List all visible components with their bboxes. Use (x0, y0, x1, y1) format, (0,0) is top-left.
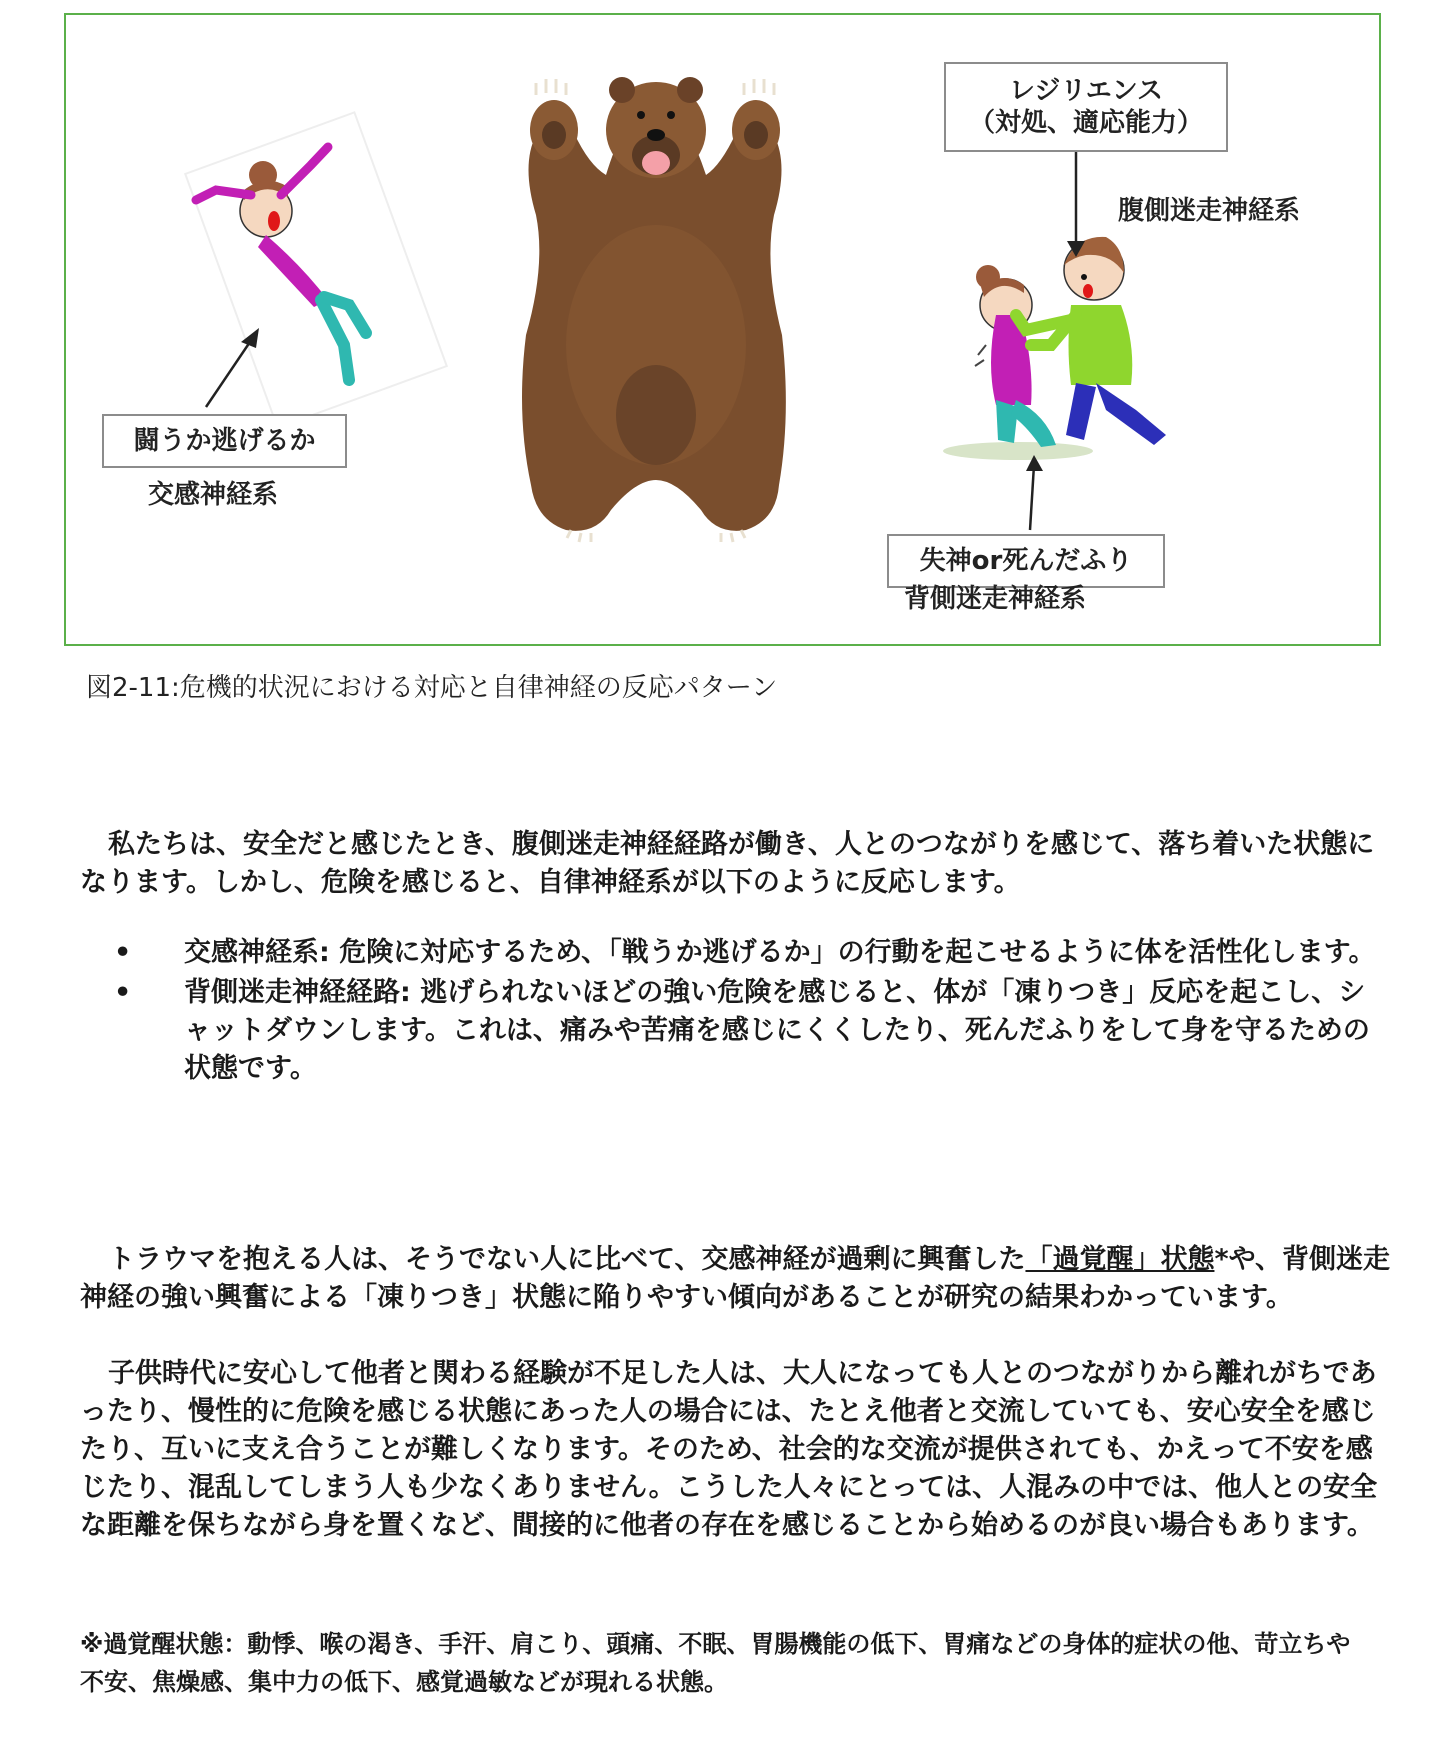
sympathetic-nervous-system-label: 交感神経系 (148, 480, 279, 510)
fight-or-flight-label-box (102, 414, 347, 468)
paragraph-intro-text: 私たちは、安全だと感じたとき、腹側迷走神経経路が働き、人とのつながりを感じて、落ち着いた状態になります。しかし、危険を感じると、自律神経系が以下のように反応します。 (80, 829, 1375, 898)
list-item-text: 交感神経系: 危険に対応するため、「戦うか逃げるか」の行動を起こせるように体を活性化します。 (184, 937, 1376, 968)
paragraph-childhood (80, 1355, 1395, 1545)
bullet-mark: • (114, 977, 132, 1008)
footnote-hyperarousal: ※過覚醒状態：動悸、喉の渇き、手汗、肩こり、頭痛、不眠、胃腸機能の低下、胃痛などの身体的症状の他、苛立ちや不安、焦燥感、集中力の低下、感覚過敏などが現れる状態。 (80, 1630, 1351, 1696)
paragraph-trauma-text-after: *や、背側迷走神経の強い興奮による「凍りつき」状態に陥りやすい傾向があることが研究の結果わかっています。 (80, 1244, 1391, 1313)
list-item-text: 背側迷走神経経路: 逃げられないほどの強い危険を感じると、体が「凍りつき」反応を起こし、シャットダウンします。これは、痛みや苦痛を感じにくくしたり、死んだふりをして身を守るための状態です。 (184, 977, 1370, 1084)
faint-label: 失神or死んだふり (919, 545, 1133, 576)
bullet-mark: • (114, 937, 132, 968)
dorsal-vagal-label: 背側迷走神経系 (904, 584, 1087, 614)
paragraph-trauma (80, 1241, 1395, 1317)
ventral-vagal-label: 腹側迷走神経系 (1118, 196, 1301, 226)
list-item (80, 934, 1400, 972)
hyperarousal-link[interactable]: 「過覚醒」状態 (1025, 1244, 1215, 1275)
paragraph-intro (80, 826, 1395, 902)
list-item (80, 974, 1400, 1088)
bear-illustration (522, 77, 786, 542)
figure-caption: 図2-11:危機的状況における対応と自律神経の反応パターン (86, 673, 778, 703)
paragraph-trauma-text-before: トラウマを抱える人は、そうでない人に比べて、交感神経が過剰に興奮した (108, 1244, 1026, 1275)
resilience-label-box (944, 62, 1228, 152)
paragraph-childhood-text: 子供時代に安心して他者と関わる経験が不足した人は、大人になっても人とのつながりから離れがちであったり、慢性的に危険を感じる状態にあった人の場合には、たとえ他者と交流していても、安心安全を感じたり、互いに支え合うことが難しくなります。そのため、社会的な交流が提供されても、かえって不安を感じたり、混乱してしまう人も少なくありません。こうした人々にとっては、人混みの中では、他人との安全な距離を保ちながら身を置くなど、間接的に他者の存在を感じることから始めるのが良い場合もあります。 (80, 1358, 1378, 1541)
fleeing-person-illustration (185, 112, 446, 427)
figure-frame (64, 13, 1381, 646)
fight-or-flight-label: 闘うか逃げるか (133, 425, 316, 456)
resilience-sublabel: （対処、適応能力） (968, 108, 1203, 138)
response-list (80, 934, 1400, 1090)
resilience-label: レジリエンス (1008, 75, 1164, 106)
